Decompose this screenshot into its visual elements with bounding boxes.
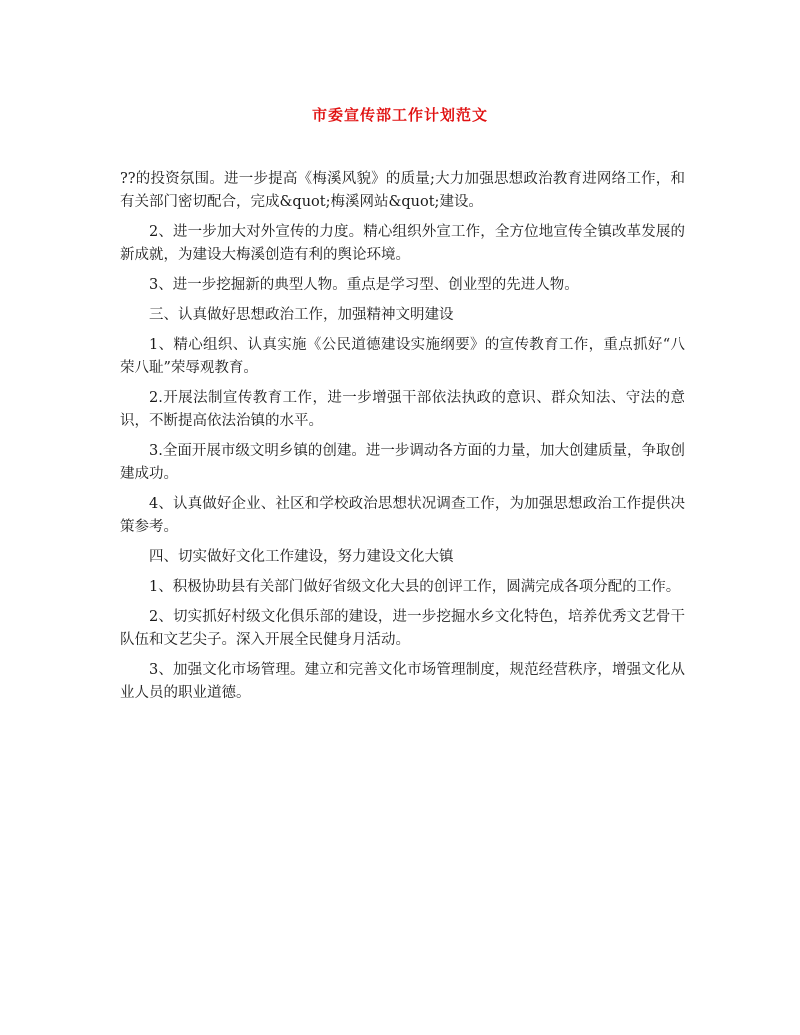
section-heading: 三、认真做好思想政治工作，加强精神文明建设 <box>149 307 454 323</box>
paragraph: 2、进一步加大对外宣传的力度。精心组织外宣工作，全方位地宣传全镇改革发展的新成就，为建设大梅溪创造有利的舆论环境。 <box>120 224 685 263</box>
paragraph: 3、进一步挖掘新的典型人物。重点是学习型、创业型的先进人物。 <box>149 277 579 293</box>
paragraph: ??的投资氛围。进一步提高《梅溪风貌》的质量;大力加强思想政治教育进网络工作，和有关部门密切配合，完成&quot;梅溪网站&quot;建设。 <box>120 171 685 210</box>
paragraph: 1、精心组织、认真实施《公民道德建设实施纲要》的宣传教育工作，重点抓好“八荣八耻”荣辱观教育。 <box>120 337 685 376</box>
section-heading: 四、切实做好文化工作建设，努力建设文化大镇 <box>149 549 454 565</box>
paragraph: 1、积极协助县有关部门做好省级文化大县的创评工作，圆满完成各项分配的工作。 <box>149 579 681 595</box>
document-body <box>120 168 685 712</box>
paragraph: 3、加强文化市场管理。建立和完善文化市场管理制度，规范经营秩序，增强文化从业人员的职业道德。 <box>120 662 685 701</box>
document-title: 市委宣传部工作计划范文 <box>311 106 488 124</box>
paragraph: 2.开展法制宣传教育工作，进一步增强干部依法执政的意识、群众知法、守法的意识，不断提高依法治镇的水平。 <box>120 390 685 429</box>
paragraph: 3.全面开展市级文明乡镇的创建。进一步调动各方面的力量，加大创建质量，争取创建成功。 <box>120 443 685 482</box>
paragraph: 2、切实抓好村级文化俱乐部的建设，进一步挖掘水乡文化特色，培养优秀文艺骨干队伍和文艺尖子。深入开展全民健身月活动。 <box>120 609 685 648</box>
paragraph: 4、认真做好企业、社区和学校政治思想状况调查工作，为加强思想政治工作提供决策参考。 <box>120 496 685 535</box>
